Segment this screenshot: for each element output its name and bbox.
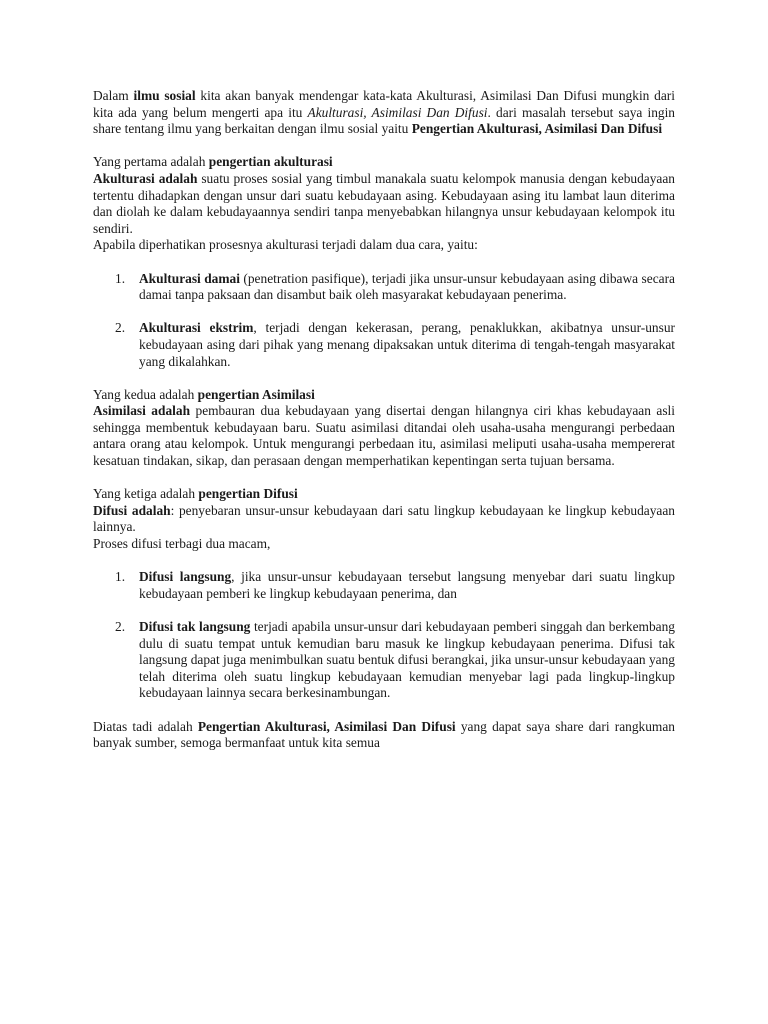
asimilasi-heading bbox=[93, 387, 675, 404]
list-item bbox=[93, 619, 675, 702]
intro-bold-term: ilmu sosial bbox=[133, 88, 196, 103]
list-item-term: Akulturasi damai bbox=[139, 270, 240, 286]
definition-text: pembauran dua kebudayaan yang disertai dengan hilangnya ciri khas kebudayaan asli sehingga membentuk kebudayaan baru. Suatu asimilasi ditandai oleh usaha-usaha mengurangi perbedaan antara orang atau kelompok. Untuk mengurangi perbedaan itu, asimilasi meliputi usaha-usaha mempererat kesatuan tindakan, sikap, dan perasaan dengan memperhatikan kepentingan serta tujuan bersama. bbox=[93, 403, 675, 469]
intro-text: . dari masalah tersebut saya ingin share tentang ilmu yang berkaitan dengan ilmu sosial yaitu bbox=[93, 104, 676, 137]
list-item-term: Akulturasi ekstrim bbox=[139, 320, 254, 336]
list-number: 2. bbox=[115, 619, 126, 634]
intro-paragraph bbox=[93, 88, 675, 138]
list-item-term: Difusi langsung bbox=[139, 569, 232, 585]
heading-bold: pengertian Asimilasi bbox=[197, 386, 315, 402]
intro-italic-term: Akulturasi, Asimilasi Dan Difusi bbox=[307, 104, 488, 120]
list-item-text: , terjadi dengan kekerasan, perang, penaklukkan, akibatnya unsur-unsur kebudayaan asing dari pihak yang menang dipaksakan untuk diterima di tengah-tengah masyarakat yang dikalahkan. bbox=[139, 320, 675, 369]
list-number: 1. bbox=[115, 569, 126, 585]
heading-prefix: Yang ketiga adalah bbox=[93, 486, 199, 502]
akulturasi-definition bbox=[93, 171, 675, 237]
closing-text: yang dapat saya share dari rangkuman banyak sumber, semoga bermanfaat untuk kita semua bbox=[93, 718, 675, 751]
closing-bold-title: Pengertian Akulturasi, Asimilasi Dan Difusi bbox=[197, 718, 456, 734]
akulturasi-process-line: Apabila diperhatikan prosesnya akulturasi terjadi dalam dua cara, yaitu: bbox=[93, 237, 478, 253]
intro-text: kita akan banyak mendengar kata-kata Akulturasi, Asimilasi Dan Difusi mungkin dari kita ada yang belum mengerti apa itu bbox=[93, 88, 675, 120]
closing-paragraph bbox=[93, 719, 675, 752]
list-number: 2. bbox=[115, 320, 126, 336]
heading-prefix: Yang pertama adalah bbox=[93, 154, 209, 170]
akulturasi-heading bbox=[93, 154, 675, 171]
list-item bbox=[93, 320, 675, 370]
document-page bbox=[93, 88, 675, 752]
intro-title-bold: Pengertian Akulturasi, Asimilasi Dan Difusi bbox=[411, 121, 663, 137]
definition-text: suatu proses sosial yang timbul manakala suatu kelompok manusia dengan kebudayaan tertentu dihadapkan dengan unsur dari suatu kebudayaan asing. Kebudayaan asing itu lambat laun diterima dan diolah ke dalam kebudayaannya sendiri tanpa menyebabkan hilangnya unsur kebudayaan kelompok itu sendiri. bbox=[93, 170, 676, 236]
difusi-heading bbox=[93, 486, 675, 503]
list-item-text: (penetration pasifique), terjadi jika unsur-unsur kebudayaan asing dibawa secara damai tanpa paksaan dan disambut baik oleh masyarakat kebudayaan penerima. bbox=[139, 270, 675, 303]
list-item bbox=[93, 271, 675, 304]
heading-prefix: Yang kedua adalah bbox=[93, 386, 198, 402]
definition-term: Asimilasi adalah bbox=[93, 403, 191, 419]
difusi-list bbox=[93, 569, 675, 702]
list-item-text: terjadi apabila unsur-unsur dari kebudayaan pemberi singgah dan berkembang dulu di suatu tempat untuk kemudian baru masuk ke lingkup kebudayaan penerima. Difusi tak langsung dapat juga menimbulkan suatu bentuk difusi berangkai, jika unsur-unsur kebudayaan yang telah diterima oleh suatu lingkup kebudayaan kemudian menyebar lagi pada lingkup-lingkup kebudayaan lainnya secara berkesinambungan. bbox=[139, 619, 675, 701]
list-item bbox=[93, 569, 675, 602]
definition-text: : penyebaran unsur-unsur kebudayaan dari satu lingkup kebudayaan ke lingkup kebudayaan lainnya. bbox=[93, 502, 675, 535]
list-item-term: Difusi tak langsung bbox=[139, 619, 251, 634]
definition-term: Difusi adalah bbox=[93, 502, 171, 518]
list-item-text: , jika unsur-unsur kebudayaan tersebut langsung menyebar dari suatu lingkup kebudayaan pemberi ke lingkup kebudayaan penerima, dan bbox=[139, 569, 675, 601]
closing-text: Diatas tadi adalah bbox=[93, 718, 198, 734]
difusi-definition bbox=[93, 503, 675, 536]
definition-term: Akulturasi adalah bbox=[93, 170, 198, 186]
difusi-process-line: Proses difusi terbagi dua macam, bbox=[93, 536, 271, 552]
intro-text: Dalam bbox=[93, 88, 134, 103]
list-number: 1. bbox=[115, 270, 126, 286]
akulturasi-list bbox=[93, 271, 675, 371]
heading-bold: pengertian Difusi bbox=[198, 486, 298, 502]
heading-bold: pengertian akulturasi bbox=[208, 154, 333, 170]
asimilasi-definition bbox=[93, 403, 675, 469]
